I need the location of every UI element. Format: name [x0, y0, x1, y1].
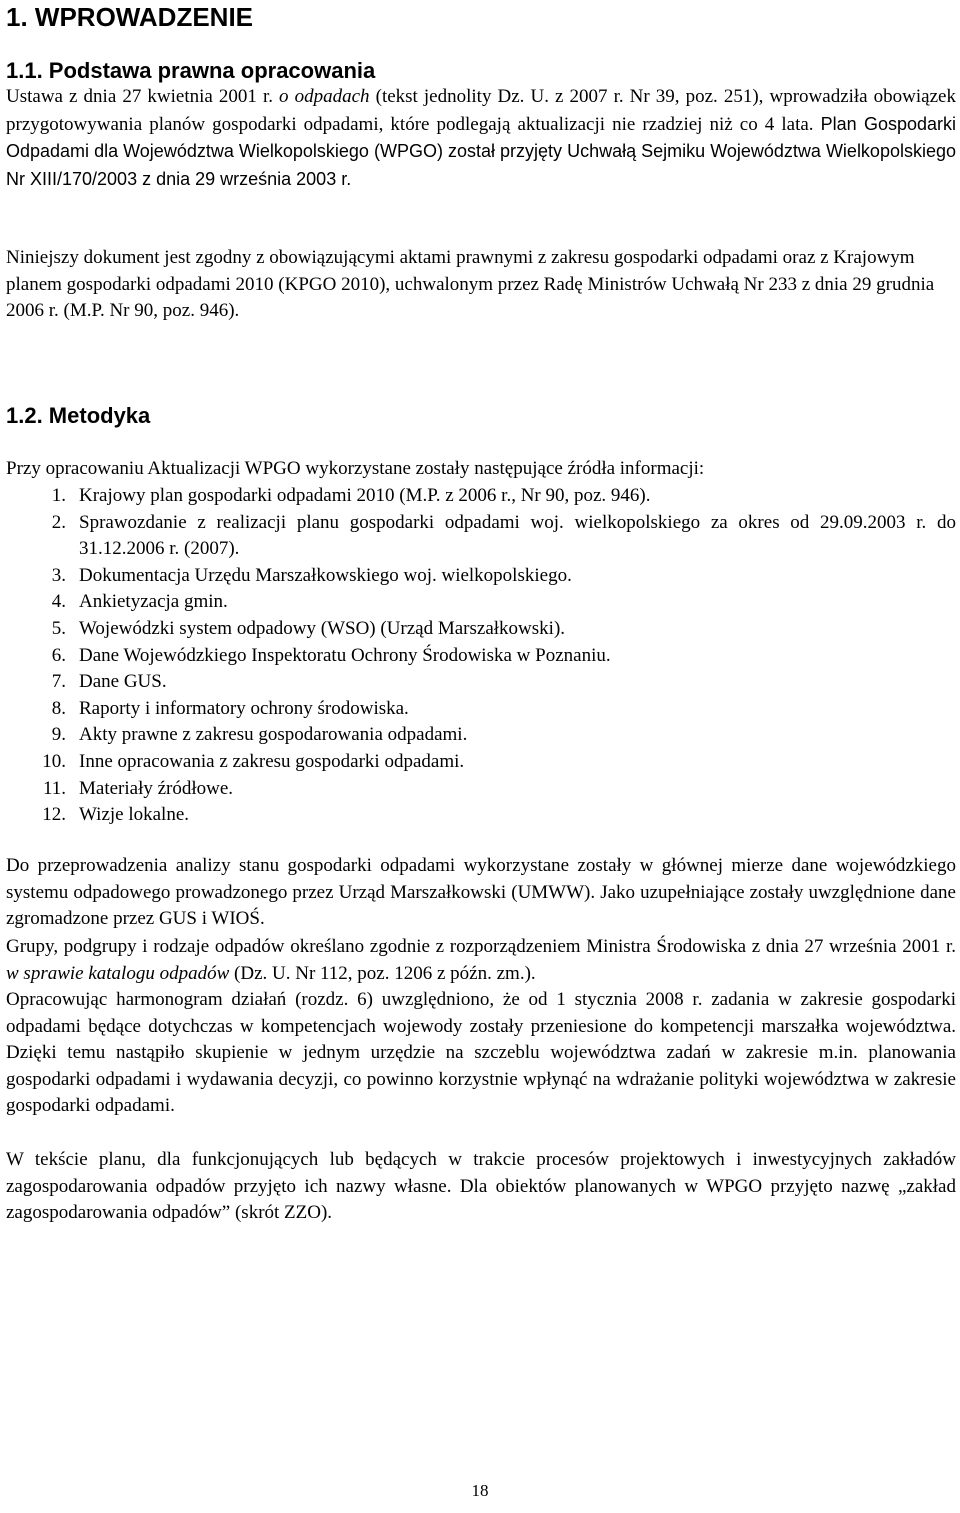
- source-list-item: [6, 722, 956, 749]
- wpgo-adoption-sentence: Plan Gospodarki Odpadami dla Województwa Wielkopolskiego (WPGO) został przyjęty Uchwałą Sejmiku Województwa Wielkopolskiego Nr XIII/170/2003 z dnia 29 września 2003 r.: [6, 113, 956, 189]
- statute-text-start: Ustawa z dnia 27 kwietnia 2001 r.: [6, 86, 280, 107]
- section-heading-legal-basis: 1.1. Podstawa prawna opracowania: [6, 58, 376, 83]
- source-text: Ankietyzacja gmin.: [79, 591, 228, 613]
- source-number: 11.: [42, 777, 66, 799]
- section-heading-methodology: 1.2. Metodyka: [6, 403, 151, 428]
- source-list-item: [6, 616, 956, 643]
- waste-groups-text-rest: (Dz. U. Nr 112, poz. 1206 z późn. zm.).: [229, 962, 536, 984]
- paragraph-schedule: Opracowując harmonogram działań (rozdz. 6) uwzględniono, że od 1 stycznia 2008 r. zadania w zakresie gospodarki odpadami będące dotychczas w kompetencjach wojewody zostały przeniesione do kompetencji marszałka województwa. Dzięki temu nastąpiło skupienie w jednym urzędzie na szczeblu województwa zadań w zakresie m.in. planowania gospodarki odpadami i wydawania decyzji, co powinno korzystnie wpłynąć na wdrażanie polityki województwa w zakresie gospodarki odpadami.: [6, 989, 956, 1117]
- statute-title: o odpadach: [279, 86, 370, 107]
- source-text: Dokumentacja Urzędu Marszałkowskiego woj. wielkopolskiego.: [79, 564, 572, 586]
- source-text: Akty prawne z zakresu gospodarowania odpadami.: [79, 724, 468, 746]
- source-list-item: [6, 669, 956, 696]
- source-list-item: [6, 563, 956, 590]
- source-text: Inne opracowania z zakresu gospodarki odpadami.: [79, 750, 465, 772]
- source-list-item: [6, 749, 956, 776]
- source-number: 4.: [51, 591, 66, 613]
- schedule-section: [6, 987, 956, 1120]
- sources-intro: Przy opracowaniu Aktualizacji WPGO wykorzystane zostały następujące źródła informacji:: [6, 458, 705, 479]
- paragraph-names: W tekście planu, dla funkcjonujących lub będących w trakcie procesów projektowych i inwestycyjnych zakładów zagospodarowania odpadów przyjęto ich nazwy własne. Dla obiektów planowanych w WPGO przyjęto nazwę „zakład zagospodarowania odpadów” (skrót ZZO).: [6, 1149, 956, 1224]
- source-number: 7.: [51, 671, 66, 693]
- source-list-item: [6, 696, 956, 723]
- compliance-section: [6, 245, 956, 325]
- source-number: 2.: [51, 511, 66, 533]
- source-text: Materiały źródłowe.: [79, 777, 234, 799]
- paragraph-waste-groups: [6, 934, 956, 987]
- source-number: 6.: [51, 644, 66, 666]
- sources-intro-block: [6, 456, 956, 483]
- waste-catalogue-title: w sprawie katalogu odpadów: [6, 962, 230, 984]
- source-text: Wizje lokalne.: [79, 804, 190, 826]
- paragraph-statute: [6, 84, 956, 193]
- names-section: [6, 1147, 956, 1227]
- waste-groups-text-start: Grupy, podgrupy i rodzaje odpadów określano zgodnie z rozporządzeniem Ministra Środowiska z dnia 27 września 2001 r.: [6, 936, 956, 957]
- source-list-item: [6, 643, 956, 670]
- source-text: Krajowy plan gospodarki odpadami 2010 (M.P. z 2006 r., Nr 90, poz. 946).: [79, 485, 651, 506]
- source-list-item: [6, 802, 956, 829]
- source-list-item: [6, 589, 956, 616]
- source-list-item: [6, 776, 956, 803]
- source-text: Wojewódzki system odpadowy (WSO) (Urząd Marszałkowski).: [79, 617, 566, 639]
- source-number: 1.: [51, 485, 66, 506]
- sources-list: [6, 483, 956, 829]
- source-text: Dane Wojewódzkiego Inspektoratu Ochrony Środowiska w Poznaniu.: [79, 644, 611, 666]
- document-page: [6, 0, 956, 1513]
- waste-groups-section: [6, 934, 956, 987]
- source-number: 9.: [51, 724, 66, 746]
- chapter-heading: 1. WPROWADZENIE: [6, 2, 254, 32]
- statute-text-rest: (tekst jednolity Dz. U. z 2007 r. Nr 39, poz. 251), wprowadziła obowiązek przygotowywania planów gospodarki odpadami, które podlegają aktualizacji nie rzadziej niż co 4 lata.: [6, 86, 956, 135]
- source-list-item: [6, 483, 956, 510]
- source-number: 8.: [51, 697, 66, 719]
- source-text: Sprawozdanie z realizacji planu gospodarki odpadami woj. wielkopolskiego za okres od 29.09.2003 r. do 31.12.2006 r. (2007).: [79, 511, 956, 560]
- source-number: 5.: [51, 617, 66, 639]
- source-number: 10.: [42, 750, 66, 772]
- source-number: 12.: [42, 804, 66, 826]
- page-number: 18: [471, 1481, 489, 1500]
- source-text: Dane GUS.: [79, 671, 167, 693]
- analysis-section: [6, 853, 956, 933]
- source-text: Raporty i informatory ochrony środowiska.: [79, 697, 409, 719]
- source-list-item: [6, 510, 956, 563]
- source-number: 3.: [51, 564, 66, 586]
- paragraph-compliance: Niniejszy dokument jest zgodny z obowiązującymi aktami prawnymi z zakresu gospodarki odpadami oraz z Krajowym planem gospodarki odpadami 2010 (KPGO 2010), uchwalonym przez Radę Ministrów Uchwałą Nr 233 z dnia 29 grudnia 2006 r. (M.P. Nr 90, poz. 946).: [6, 247, 935, 322]
- paragraph-analysis: Do przeprowadzenia analizy stanu gospodarki odpadami wykorzystane zostały w głównej mierze dane wojewódzkiego systemu odpadowego prowadzonego przez Urząd Marszałkowski (UMWW). Jako uzupełniające zostały uwzględnione dane zgromadzone przez GUS i WIOŚ.: [6, 855, 956, 930]
- legal-basis-section: [6, 84, 956, 193]
